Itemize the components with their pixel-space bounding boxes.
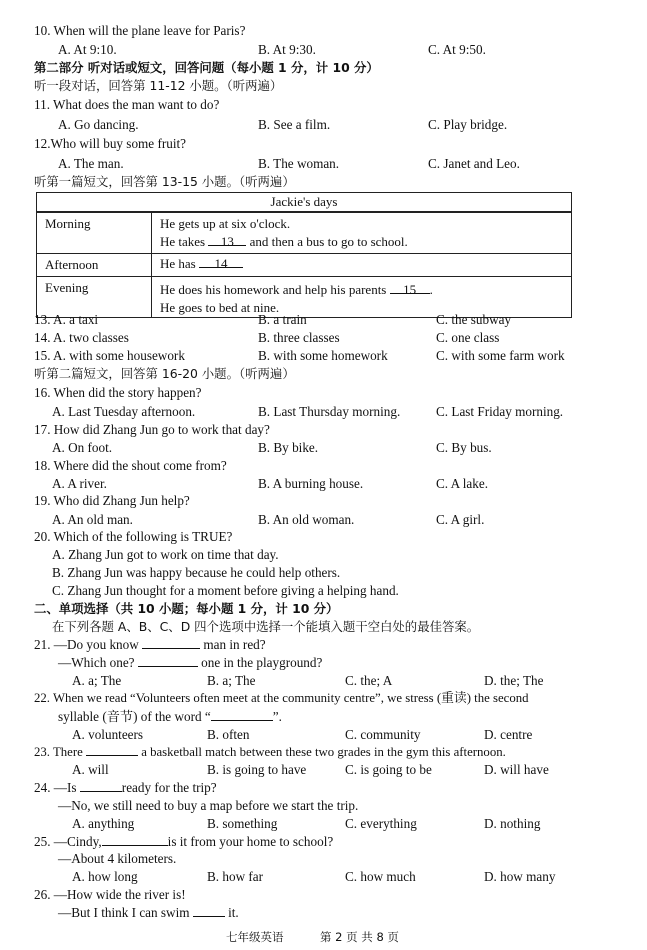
question-11: 11. What does the man want to do? (34, 97, 220, 112)
q14-option-b: B. three classes (258, 330, 340, 345)
question-24-line-1 (34, 779, 217, 796)
q22-option-d: D. centre (484, 727, 533, 742)
section2-instruction: 在下列各题 A、B、C、D 四个选项中选择一个能填入题干空白处的最佳答案。 (52, 619, 480, 634)
q12-option-a: A. The man. (58, 156, 124, 171)
question-24-line-2: —No, we still need to buy a map before we start the trip. (58, 798, 359, 813)
table-row (37, 254, 572, 277)
q11-option-a: A. Go dancing. (58, 117, 139, 132)
blank-14 (199, 255, 243, 271)
q25-text-b: is it from your home to school? (167, 834, 334, 849)
q21-option-c: C. the; A (345, 673, 393, 688)
q22-text-b: ”. (272, 709, 282, 724)
q13-option-a: 13. A. a taxi (34, 312, 99, 327)
q21-text-d: one in the playground? (201, 655, 323, 670)
q21-text-a: 21. —Do you know (34, 637, 139, 652)
footer-page-number: 第 2 页 共 8 页 (320, 930, 399, 944)
table-row (37, 212, 572, 254)
q17-option-c: C. By bus. (436, 440, 492, 455)
q20-option-a: A. Zhang Jun got to work on time that day. (52, 547, 279, 562)
question-17: 17. How did Zhang Jun go to work that day? (34, 422, 270, 437)
q22-option-a: A. volunteers (72, 727, 144, 742)
question-21-line-2 (58, 654, 322, 671)
q21-blank-2 (138, 654, 198, 667)
row-label-afternoon: Afternoon (37, 254, 152, 277)
q19-option-b: B. An old woman. (258, 512, 355, 527)
q17-option-a: A. On foot. (52, 440, 113, 455)
dialogue1-instruction: 听一段对话，回答第 11-12 小题。（听两遍） (34, 78, 283, 93)
q25-option-c: C. how much (345, 869, 416, 884)
question-16: 16. When did the story happen? (34, 385, 202, 400)
q15-option-c: C. with some farm work (436, 348, 565, 363)
blank-15 (390, 281, 430, 297)
q24-option-c: C. everything (345, 816, 417, 831)
q26-blank (193, 904, 225, 917)
question-21-line-1 (34, 636, 266, 653)
question-25-line-2: —About 4 kilometers. (58, 851, 177, 866)
morning-line-2 (160, 233, 563, 251)
part2-title: 第二部分 听对话或短文，回答问题（每小题 1 分，计 10 分） (34, 60, 379, 75)
q25-option-a: A. how long (72, 869, 138, 884)
q23-blank (86, 743, 138, 756)
section2-title: 二、单项选择（共 10 小题；每小题 1 分，计 10 分） (34, 601, 339, 616)
evening-period: . (429, 282, 433, 297)
q12-option-c: C. Janet and Leo. (428, 156, 520, 171)
blank-13 (208, 233, 246, 249)
q20-option-c: C. Zhang Jun thought for a moment before giving a helping hand. (52, 583, 399, 598)
question-23 (34, 743, 506, 761)
q25-text-a: 25. —Cindy, (34, 834, 102, 849)
q14-option-a: 14. A. two classes (34, 330, 129, 345)
question-20: 20. Which of the following is TRUE? (34, 529, 233, 544)
question-26-line-2 (58, 904, 239, 921)
q10-option-a: A. At 9:10. (58, 42, 117, 57)
q21-text-b: man in red? (203, 637, 266, 652)
q16-option-b: B. Last Thursday morning. (258, 404, 401, 419)
q22-option-b: B. often (207, 727, 250, 742)
q19-option-a: A. An old man. (52, 512, 133, 527)
q26-text-a: —But I think I can swim (58, 905, 190, 920)
q25-option-b: B. how far (207, 869, 264, 884)
evening-line-1 (160, 281, 563, 299)
q10-option-c: C. At 9:50. (428, 42, 486, 57)
q16-option-c: C. Last Friday morning. (436, 404, 564, 419)
q21-option-d: D. the; The (484, 673, 544, 688)
question-26-line-1: 26. —How wide the river is! (34, 887, 186, 902)
q16-option-a: A. Last Tuesday afternoon. (52, 404, 196, 419)
blank-14-number: 14 (214, 256, 228, 271)
q23-option-c: C. is going to be (345, 762, 432, 777)
q23-text-b: a basketball match between these two grades in the gym this afternoon. (141, 745, 506, 759)
q24-text-a: 24. —Is (34, 780, 77, 795)
row-label-morning: Morning (37, 212, 152, 254)
q18-option-a: A. A river. (52, 476, 107, 491)
q21-option-b: B. a; The (207, 673, 256, 688)
q21-blank-1 (142, 636, 200, 649)
q24-option-a: A. anything (72, 816, 135, 831)
q25-option-d: D. how many (484, 869, 556, 884)
q26-text-b: it. (228, 905, 239, 920)
question-18: 18. Where did the shout come from? (34, 458, 227, 473)
question-22-line-2 (58, 708, 282, 725)
q11-option-b: B. See a film. (258, 117, 331, 132)
q15-option-b: B. with some homework (258, 348, 388, 363)
q12-option-b: B. The woman. (258, 156, 340, 171)
q23-option-b: B. is going to have (207, 762, 307, 777)
evening-line-2: He goes to bed at nine. (160, 300, 280, 315)
question-10: 10. When will the plane leave for Paris? (34, 23, 246, 38)
afternoon-text: He has (160, 256, 196, 271)
blank-13-number: 13 (220, 234, 234, 249)
q22-text-a: syllable (音节) of the word “ (58, 709, 211, 724)
morning-text-end: and then a bus to go to school. (249, 234, 408, 249)
q23-option-a: A. will (72, 762, 109, 777)
q13-option-b: B. a train (258, 312, 307, 327)
q21-option-a: A. a; The (72, 673, 122, 688)
row-label-evening: Evening (37, 277, 152, 318)
q15-option-a: 15. A. with some housework (34, 348, 185, 363)
q18-option-c: C. A lake. (436, 476, 489, 491)
q11-option-c: C. Play bridge. (428, 117, 508, 132)
q21-text-c: —Which one? (58, 655, 135, 670)
q22-option-c: C. community (345, 727, 421, 742)
footer-subject: 七年级英语 (226, 930, 284, 944)
q22-blank (211, 708, 273, 721)
morning-line-1: He gets up at six o'clock. (160, 216, 291, 231)
evening-text: He does his homework and help his parents (160, 282, 387, 297)
q23-option-d: D. will have (484, 762, 549, 777)
q24-blank (80, 779, 122, 792)
q20-option-b: B. Zhang Jun was happy because he could help others. (52, 565, 341, 580)
table-title: Jackie's days (37, 193, 572, 213)
question-25-line-1 (34, 833, 333, 850)
q19-option-c: C. A girl. (436, 512, 485, 527)
question-19: 19. Who did Zhang Jun help? (34, 493, 190, 508)
passage2-instruction: 听第二篇短文，回答第 16-20 小题。（听两遍） (34, 366, 295, 381)
blank-15-number: 15 (403, 282, 417, 297)
q24-option-d: D. nothing (484, 816, 541, 831)
jackies-days-table (36, 192, 572, 318)
q14-option-c: C. one class (436, 330, 500, 345)
q24-option-b: B. something (207, 816, 278, 831)
q25-blank (102, 833, 168, 846)
q18-option-b: B. A burning house. (258, 476, 364, 491)
q10-option-b: B. At 9:30. (258, 42, 316, 57)
q24-text-b: ready for the trip? (121, 780, 217, 795)
q17-option-b: B. By bike. (258, 440, 319, 455)
q13-option-c: C. the subway (436, 312, 512, 327)
passage1-instruction: 听第一篇短文，回答第 13-15 小题。（听两遍） (34, 174, 295, 189)
q23-text-a: 23. There (34, 745, 83, 759)
question-12: 12.Who will buy some fruit? (34, 136, 186, 151)
question-22-line-1: 22. When we read “Volunteers often meet at the community centre”, we stress (重读) the second (34, 691, 529, 705)
morning-text: He takes (160, 234, 206, 249)
